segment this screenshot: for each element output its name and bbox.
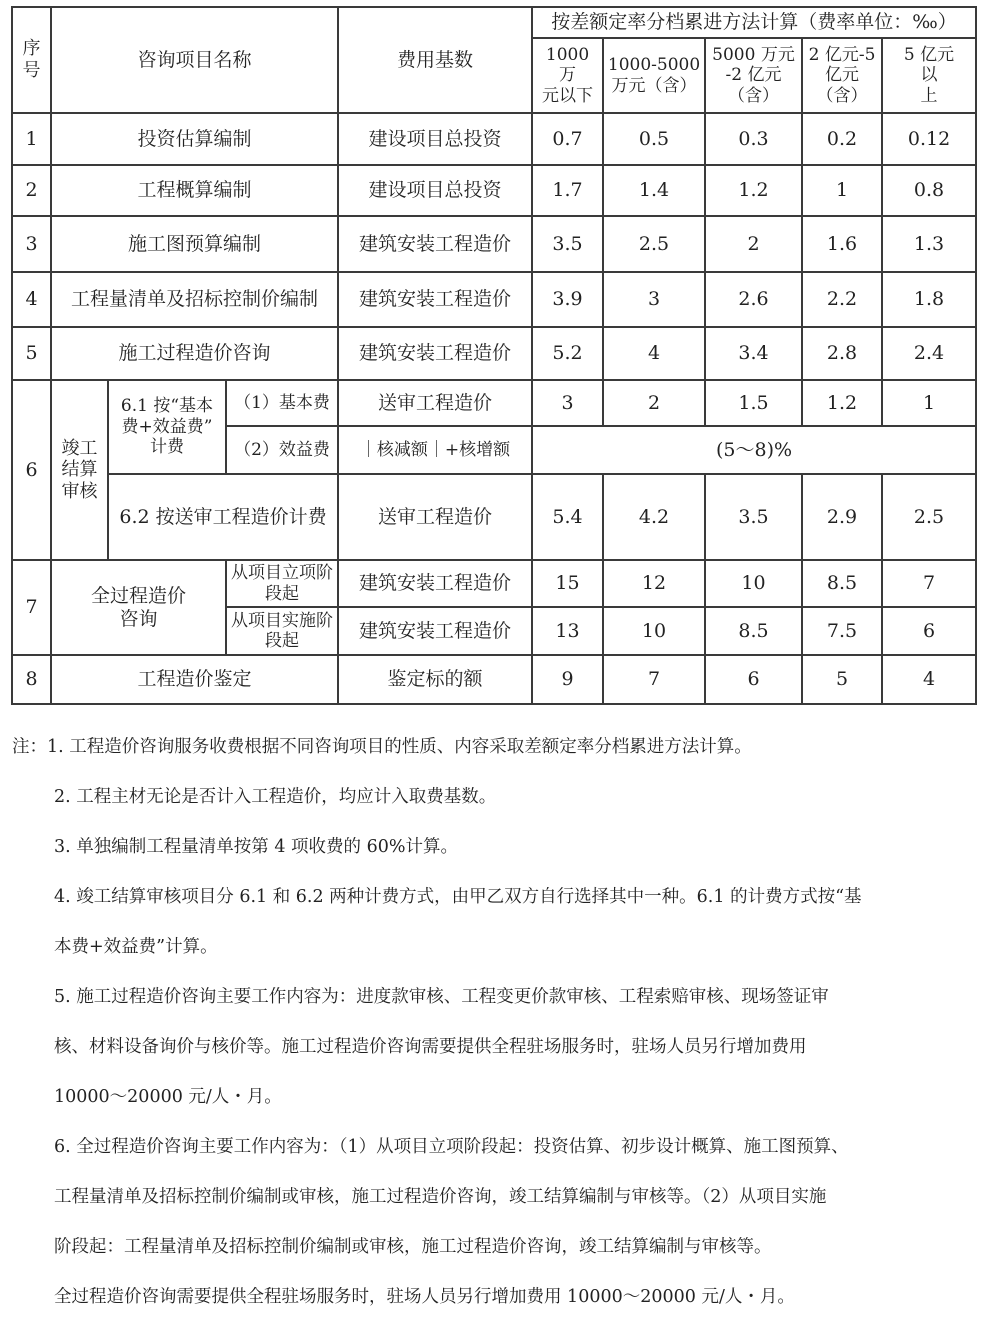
rate-cell: 5.2 [532,327,603,380]
rate-cell: 2.4 [882,327,976,380]
rate-cell: 4 [882,655,976,704]
table-row [12,165,976,216]
note-6-line-4: 全过程造价咨询需要提供全程驻场服务时，驻场人员另行增加费用 10000～20000 元/人・月。 [54,1287,795,1307]
fee-rate-table [11,6,977,705]
note-5-line-1: 5. 施工过程造价咨询主要工作内容为：进度款审核、工程变更价款审核、工程索赔审核、现场签证审 [54,987,829,1007]
rate-cell: 5.4 [532,474,603,560]
rate-cell: 0.2 [802,113,882,165]
fee-part-label: （1）基本费 [226,380,338,426]
table-row [12,380,976,426]
rate-cell: 2 [705,216,802,272]
row-group-label: 竣工 结算 审核 [51,380,108,560]
table-row [12,272,976,327]
rate-cell: 3.5 [532,216,603,272]
rate-cell: 1 [802,165,882,216]
note-2: 2. 工程主材无论是否计入工程造价，均应计入取费基数。 [54,787,497,807]
rate-cell: 3.9 [532,272,603,327]
note-4-line-2: 本费+效益费”计算。 [54,937,218,957]
row-item-name: 工程量清单及招标控制价编制 [51,272,338,327]
rate-cell: 1.7 [532,165,603,216]
rate-cell: 7 [603,655,705,704]
rate-cell: 10 [705,560,802,607]
header-rate-title: 按差额定率分档累进方法计算（费率单位：‰） [532,7,976,38]
table-row [12,560,976,607]
sub-item-label: 6.1 按“基本 费+效益费” 计费 [108,380,226,474]
rate-cell: 2.2 [802,272,882,327]
row-group-label: 全过程造价 咨询 [51,560,226,655]
notes-section [12,722,996,1322]
row-seq: 2 [12,165,51,216]
header-tier: 2 亿元-5 亿元 （含） [802,38,882,113]
row-item-name: 施工图预算编制 [51,216,338,272]
header-fee-base: 费用基数 [338,7,532,113]
rate-cell: 15 [532,560,603,607]
table-row [12,655,976,704]
rate-cell: 2.9 [802,474,882,560]
row-item-name: 工程造价鉴定 [51,655,338,704]
rate-cell: 2.8 [802,327,882,380]
rate-cell: 3 [603,272,705,327]
rate-cell: 6 [705,655,802,704]
rate-cell: 4.2 [603,474,705,560]
note-3: 3. 单独编制工程量清单按第 4 项收费的 60%计算。 [54,837,458,857]
table-row [12,113,976,165]
note-5-line-3: 10000～20000 元/人・月。 [54,1087,282,1107]
row-fee-base: 建筑安装工程造价 [338,327,532,380]
sub-item-label: 从项目立项阶段起 [226,560,338,607]
rate-cell: 12 [603,560,705,607]
row-fee-base: 建设项目总投资 [338,113,532,165]
rate-cell: 1.4 [603,165,705,216]
row-seq: 6 [12,380,51,560]
row-fee-base: 送审工程造价 [338,380,532,426]
note-1: 注：1. 工程造价咨询服务收费根据不同咨询项目的性质、内容采取差额定率分档累进方法计算。 [12,737,752,757]
benefit-rate-cell: (5～8)% [532,426,976,474]
rate-cell: 1.2 [705,165,802,216]
rate-cell: 10 [603,607,705,655]
rate-cell: 8.5 [802,560,882,607]
row-fee-base: 建筑安装工程造价 [338,607,532,655]
rate-cell: 1.6 [802,216,882,272]
rate-cell: 0.3 [705,113,802,165]
fee-part-label: （2）效益费 [226,426,338,474]
rate-cell: 2 [603,380,705,426]
rate-cell: 1.5 [705,380,802,426]
rate-cell: 6 [882,607,976,655]
rate-cell: 3.5 [705,474,802,560]
row-seq: 3 [12,216,51,272]
table-row [12,474,976,560]
table-row [12,216,976,272]
row-fee-base: 鉴定标的额 [338,655,532,704]
row-seq: 4 [12,272,51,327]
table-row [12,327,976,380]
row-fee-base: 建设项目总投资 [338,165,532,216]
sub-item-label: 从项目实施阶段起 [226,607,338,655]
row-item-name: 工程概算编制 [51,165,338,216]
rate-cell: 4 [603,327,705,380]
rate-cell: 7 [882,560,976,607]
row-fee-base: 建筑安装工程造价 [338,216,532,272]
row-seq: 8 [12,655,51,704]
rate-cell: 1.2 [802,380,882,426]
rate-cell: 0.7 [532,113,603,165]
header-seq: 序 号 [12,7,51,113]
row-fee-base: 建筑安装工程造价 [338,560,532,607]
row-fee-base: 送审工程造价 [338,474,532,560]
row-item-name: 投资估算编制 [51,113,338,165]
sub-item-label: 6.2 按送审工程造价计费 [108,474,338,560]
rate-cell: 0.5 [603,113,705,165]
rate-cell: 2.5 [603,216,705,272]
row-fee-base: ｜核减额｜+核增额 [338,426,532,474]
header-tier: 1000-5000 万元（含） [603,38,705,113]
header-tier: 5000 万元 -2 亿元 （含） [705,38,802,113]
row-seq: 5 [12,327,51,380]
rate-cell: 8.5 [705,607,802,655]
header-item-name: 咨询项目名称 [51,7,338,113]
rate-cell: 0.12 [882,113,976,165]
rate-cell: 7.5 [802,607,882,655]
note-6-line-2: 工程量清单及招标控制价编制或审核，施工过程造价咨询，竣工结算编制与审核等。（2）从项目实施 [54,1187,827,1207]
rate-cell: 13 [532,607,603,655]
row-item-name: 施工过程造价咨询 [51,327,338,380]
rate-cell: 5 [802,655,882,704]
rate-cell: 3 [532,380,603,426]
header-row [12,7,976,38]
rate-cell: 2.5 [882,474,976,560]
note-4-line-1: 4. 竣工结算审核项目分 6.1 和 6.2 两种计费方式，由甲乙双方自行选择其中一种。6.1 的计费方式按“基 [54,887,862,907]
rate-cell: 9 [532,655,603,704]
rate-cell: 3.4 [705,327,802,380]
rate-cell: 1.3 [882,216,976,272]
header-tier: 5 亿元 以 上 [882,38,976,113]
rate-cell: 1 [882,380,976,426]
row-seq: 7 [12,560,51,655]
rate-cell: 2.6 [705,272,802,327]
note-6-line-1: 6. 全过程造价咨询主要工作内容为：（1）从项目立项阶段起：投资估算、初步设计概算、施工图预算、 [54,1137,849,1157]
row-fee-base: 建筑安装工程造价 [338,272,532,327]
row-seq: 1 [12,113,51,165]
rate-cell: 0.8 [882,165,976,216]
header-tier: 1000 万 元以下 [532,38,603,113]
note-5-line-2: 核、材料设备询价与核价等。施工过程造价咨询需要提供全程驻场服务时，驻场人员另行增加费用 [54,1037,807,1057]
note-6-line-3: 阶段起：工程量清单及招标控制价编制或审核，施工过程造价咨询，竣工结算编制与审核等。 [54,1237,772,1257]
rate-cell: 1.8 [882,272,976,327]
